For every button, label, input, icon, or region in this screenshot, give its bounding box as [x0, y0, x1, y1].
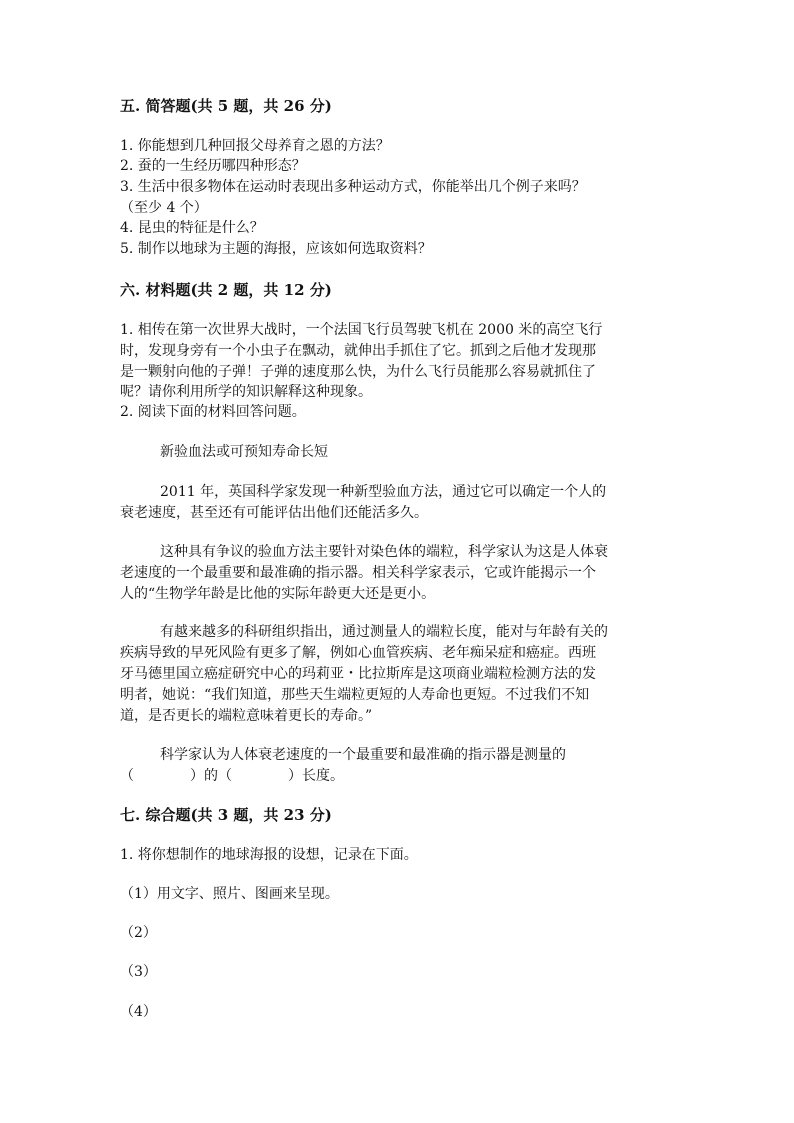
section-6-q1-line-3: 是一颗射向他的子弹！子弹的速度那么快，为什么飞行员能那么容易就抓住了	[120, 364, 596, 380]
section-6-q1-line-4: 呢？请你利用所学的知识解释这种现象。	[120, 384, 372, 400]
article-para-2-line-1: 这种具有争议的验血方法主要针对染色体的端粒，科学家认为这是人体衰	[160, 544, 608, 560]
article-title: 新验血法或可预知寿命长短	[160, 444, 328, 460]
article-para-3-line-4: 明者，她说：“我们知道，那些天生端粒更短的人寿命也更短。不过我们不知	[120, 687, 590, 703]
section-5-heading: 五. 简答题(共 5 题，共 26 分)	[120, 97, 332, 115]
poster-idea-item-1: （1）用文字、照片、图画来呈现。	[120, 886, 339, 902]
section-5-question-3-note: （至少 4 个）	[120, 200, 208, 216]
poster-idea-item-4: （4）	[120, 1004, 157, 1020]
article-para-4-line-1: 科学家认为人体衰老速度的一个最重要和最准确的指示器是测量的	[160, 747, 566, 763]
section-5-question-2: 2. 蚕的一生经历哪四种形态？	[120, 158, 306, 174]
article-para-2-line-3: 人的“生物学年龄是比他的实际年龄更大还是更小。	[120, 586, 436, 602]
section-7-heading: 七. 综合题(共 3 题，共 23 分)	[120, 806, 332, 824]
section-5-question-1: 1. 你能想到几种回报父母养育之恩的方法？	[120, 138, 390, 154]
fill-in-blank-line: （ ）的（ ）长度。	[120, 768, 344, 784]
section-6-q1-line-2: 时，发现身旁有一个小虫子在飘动，就伸出手抓住了它。抓到之后他才发现那	[120, 343, 596, 359]
section-7-question-1: 1. 将你想制作的地球海报的设想，记录在下面。	[120, 847, 418, 863]
section-5-question-3: 3. 生活中很多物体在运动时表现出多种运动方式，你能举出几个例子来吗？	[120, 179, 586, 195]
section-6-q2-intro: 2. 阅读下面的材料回答问题。	[120, 404, 306, 420]
article-para-1-line-1: 2011 年，英国科学家发现一种新型验血方法，通过它可以确定一个人的	[160, 484, 607, 500]
article-para-3-line-5: 道，是否更长的端粒意味着更长的寿命。”	[120, 708, 373, 724]
poster-idea-item-3: （3）	[120, 964, 157, 980]
section-6-q1-line-1: 1. 相传在第一次世界大战时，一个法国飞行员驾驶飞机在 2000 米的高空飞行	[120, 322, 603, 338]
article-para-2-line-2: 老速度的一个最重要和最准确的指示器。相关科学家表示，它或许能揭示一个	[120, 565, 596, 581]
article-para-1-line-2: 衰老速度，甚至还有可能评估出他们还能活多久。	[120, 505, 428, 521]
article-para-3-line-1: 有越来越多的科研组织指出，通过测量人的端粒长度，能对与年龄有关的	[160, 624, 608, 640]
article-para-3-line-2: 疾病导致的早死风险有更多了解，例如心血管疾病、老年痴呆症和癌症。西班	[120, 645, 596, 661]
section-5-question-5: 5. 制作以地球为主题的海报，应该如何选取资料？	[120, 241, 432, 257]
section-5-question-4: 4. 昆虫的特征是什么？	[120, 220, 264, 236]
article-para-3-line-3: 牙马德里国立癌症研究中心的玛莉亚・比拉斯库是这项商业端粒检测方法的发	[120, 666, 596, 682]
section-6-heading: 六. 材料题(共 2 题，共 12 分)	[120, 281, 332, 299]
poster-idea-item-2: （2）	[120, 925, 157, 941]
